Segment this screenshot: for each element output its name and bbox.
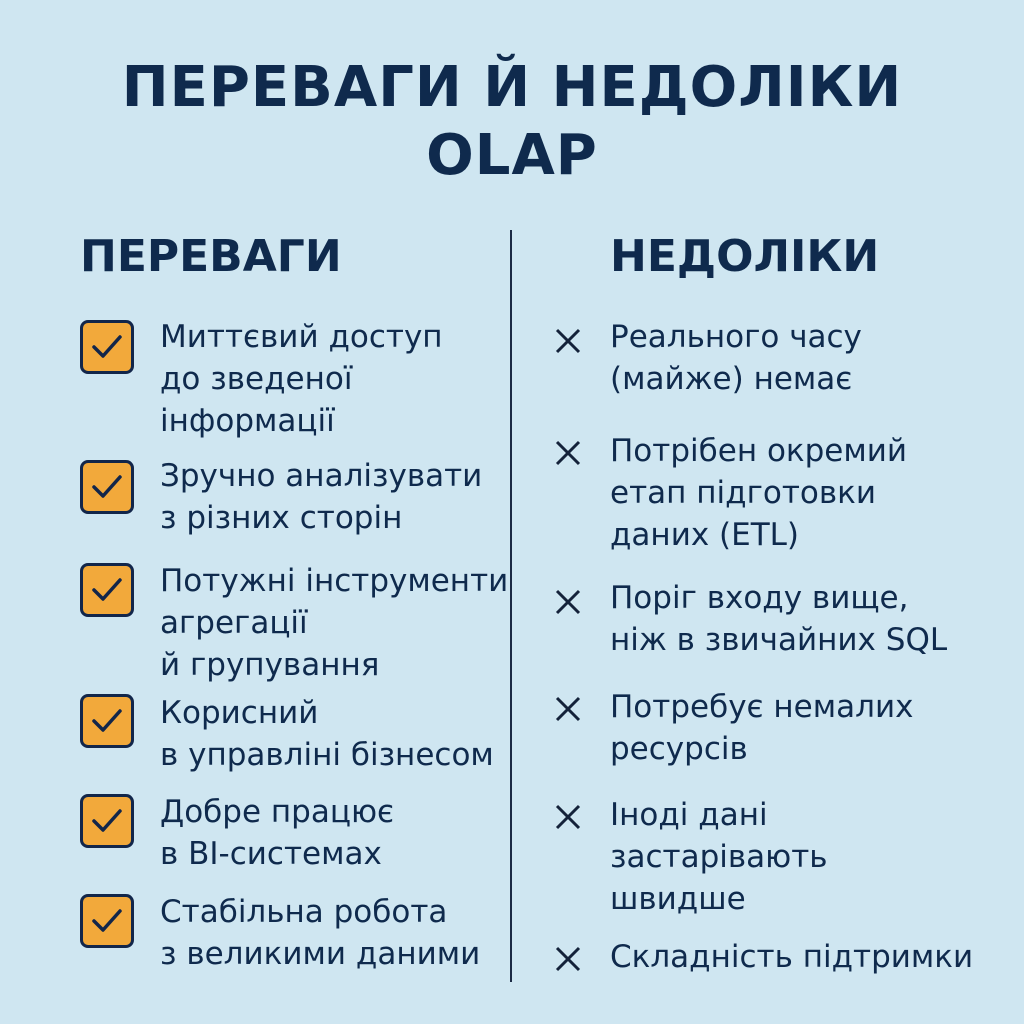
x-icon (553, 694, 583, 724)
x-icon (553, 944, 583, 974)
checkbox-check-icon (80, 460, 134, 514)
cons-item-line: ніж в звичайних SQL (610, 622, 948, 658)
pros-item-line: в BI-системах (160, 836, 382, 872)
page-title-line-2: OLAP (426, 123, 598, 188)
x-icon (553, 326, 583, 356)
cons-item-line: Складність підтримки (610, 939, 974, 975)
checkbox-check-icon (80, 694, 134, 748)
cons-item-text (610, 577, 947, 661)
x-icon (553, 802, 583, 832)
checkbox-check-icon (80, 894, 134, 948)
column-divider (510, 230, 512, 982)
pros-item-line: Стабільна робота (160, 894, 448, 930)
cons-item-text (610, 936, 973, 978)
cons-item-line: застарівають (610, 839, 828, 875)
pros-item-text (160, 692, 494, 776)
cons-item-line: Поріг входу вище, (610, 580, 909, 616)
cons-item-line: швидше (610, 881, 746, 917)
pros-item-text (160, 316, 443, 442)
checkbox-check-icon (80, 320, 134, 374)
pros-item-line: з великими даними (160, 936, 481, 972)
cons-item-line: (майже) немає (610, 361, 853, 397)
x-icon (553, 587, 583, 617)
cons-item-line: ресурсів (610, 731, 748, 767)
checkbox-check-icon (80, 794, 134, 848)
pros-item-line: до зведеної (160, 361, 353, 397)
pros-item-line: Корисний (160, 695, 319, 731)
cons-heading: НЕДОЛІКИ (610, 231, 880, 282)
pros-item-text (160, 791, 394, 875)
pros-item-line: з різних сторін (160, 500, 403, 536)
page-title-line-1: ПЕРЕВАГИ Й НЕДОЛІКИ (121, 55, 903, 120)
cons-item-line: Потребує немалих (610, 689, 914, 725)
pros-item-line: інформації (160, 403, 335, 439)
cons-item-line: Іноді дані (610, 797, 768, 833)
cons-item-line: Потрібен окремий (610, 433, 908, 469)
pros-item-text (160, 455, 482, 539)
pros-item-line: Потужні інструменти (160, 563, 509, 599)
pros-item-line: в управліні бізнесом (160, 737, 494, 773)
pros-item-line: й групування (160, 647, 380, 683)
cons-item-text (610, 430, 907, 556)
cons-item-line: Реального часу (610, 319, 862, 355)
x-icon (553, 438, 583, 468)
cons-item-text (610, 686, 913, 770)
pros-item-line: Зручно аналізувати (160, 458, 483, 494)
pros-item-text (160, 891, 480, 975)
page-title (0, 54, 1024, 190)
pros-item-line: Миттєвий доступ (160, 319, 443, 355)
pros-heading: ПЕРЕВАГИ (80, 231, 342, 282)
pros-item-line: агрегації (160, 605, 308, 641)
pros-item-line: Добре працює (160, 794, 395, 830)
cons-item-line: даних (ETL) (610, 517, 800, 553)
pros-item-text (160, 560, 508, 686)
cons-item-text (610, 316, 862, 400)
cons-item-text (610, 794, 828, 920)
cons-item-line: етап підготовки (610, 475, 876, 511)
checkbox-check-icon (80, 563, 134, 617)
